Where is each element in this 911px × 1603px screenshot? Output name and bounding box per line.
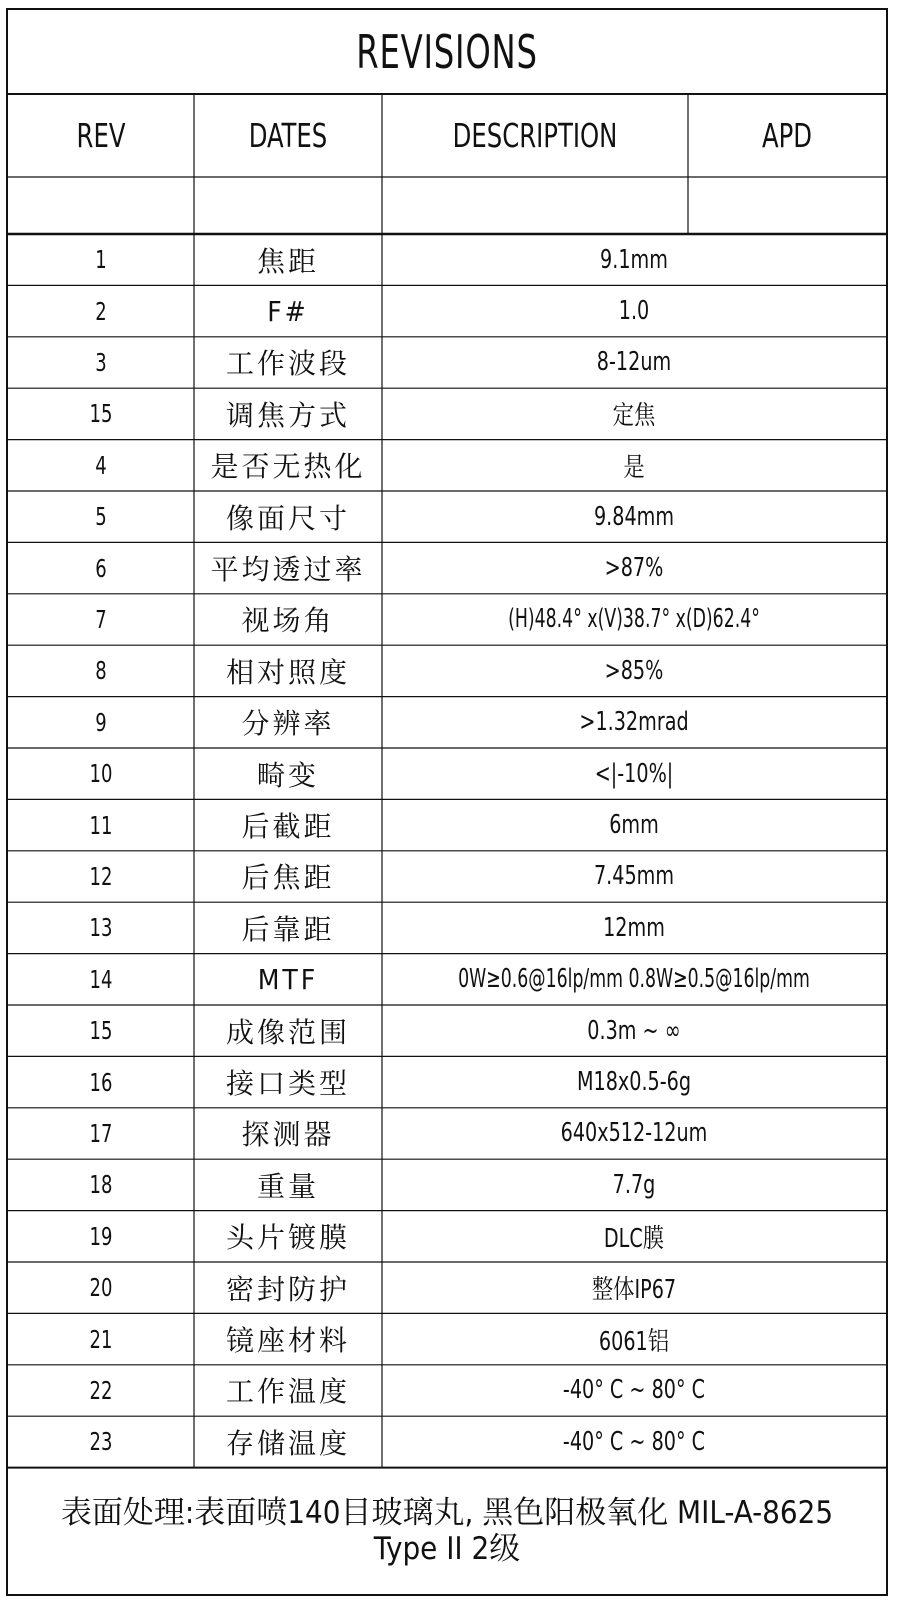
row-parameter: 分辨率 [241,707,335,741]
row-parameter: 后截距 [241,810,335,844]
row-value: 12mm [603,912,665,943]
row-number: 3 [95,347,107,377]
row-value: 8-12um [596,347,672,378]
row-number: 7 [95,604,107,634]
row-number: 5 [95,502,107,532]
note-line-2: Type II 2级 [373,1530,521,1567]
row-number: 14 [89,964,113,994]
row-parameter: 存储温度 [225,1426,350,1460]
row-value: >1.32mrad [579,707,689,738]
row-value: 定焦 [612,401,656,432]
row-number: 11 [89,810,113,840]
row-value: 是 [623,452,645,483]
row-value: -40° C ~ 80° C [562,1375,706,1406]
row-number: 23 [89,1427,113,1457]
row-parameter: 后焦距 [241,861,335,895]
row-parameter: MTF [257,962,319,996]
row-parameter: 重量 [256,1169,319,1203]
row-value: 6mm [609,810,659,841]
row-parameter: 头片镀膜 [225,1221,350,1255]
row-value: 640x512-12um [560,1118,708,1149]
row-value: 1.0 [618,296,650,327]
row-parameter: 成像范围 [225,1015,350,1049]
row-number: 15 [89,1016,113,1046]
row-value: (H)48.4° x(V)38.7° x(D)62.4° [508,604,760,635]
row-number: 9 [95,707,107,737]
row-value: 7.7g [612,1169,656,1200]
row-value: 7.45mm [593,861,675,892]
row-parameter: 调焦方式 [225,398,350,432]
table-title: REVISIONS [356,25,538,79]
row-value: 整体IP67 [591,1275,677,1306]
row-parameter: 后靠距 [241,912,335,946]
header-dates: DATES [248,116,328,155]
row-number: 6 [95,553,107,583]
row-value: 0.3m ~ ∞ [587,1015,681,1046]
row-parameter: 平均透过率 [210,553,366,587]
row-number: 4 [95,450,107,480]
row-value: 6061铝 [598,1326,670,1357]
row-number: 19 [89,1221,113,1251]
header-apd: APD [761,116,813,155]
row-number: 20 [89,1273,113,1303]
row-value: 0W≥0.6@16lp/mm 0.8W≥0.5@16lp/mm [458,964,810,995]
row-parameter: 焦距 [256,244,319,278]
row-number: 15 [89,399,113,429]
revisions-table [6,8,888,1596]
row-number: 17 [89,1118,113,1148]
row-value: >87% [604,553,664,584]
surface-treatment-note [8,1467,886,1594]
row-value: M18x0.5-6g [576,1067,692,1098]
row-parameter: 是否无热化 [210,450,366,484]
row-parameter: 镜座材料 [225,1324,350,1358]
row-number: 12 [89,861,113,891]
row-parameter: 像面尺寸 [225,501,350,535]
row-parameter: F# [267,294,309,328]
row-number: 10 [89,759,113,789]
row-number: 1 [95,245,107,275]
header-description: DESCRIPTION [452,116,618,155]
row-number: 13 [89,913,113,943]
row-number: 8 [95,656,107,686]
row-number: 2 [95,296,107,326]
note-line-1: 表面处理:表面喷140目玻璃丸, 黑色阳极氧化 MIL-A-8625 [60,1494,834,1531]
row-parameter: 密封防护 [225,1272,350,1306]
row-value: DLC膜 [603,1223,665,1254]
row-parameter: 接口类型 [225,1067,350,1101]
row-parameter: 畸变 [256,758,319,792]
row-parameter: 工作波段 [225,347,350,381]
row-parameter: 工作温度 [225,1375,350,1409]
row-value: 9.84mm [593,501,675,532]
row-value: >85% [604,655,664,686]
row-parameter: 视场角 [241,604,335,638]
row-number: 21 [89,1324,113,1354]
row-parameter: 探测器 [241,1118,335,1152]
row-parameter: 相对照度 [225,655,350,689]
row-number: 18 [89,1170,113,1200]
row-number: 22 [89,1375,113,1405]
row-value: 9.1mm [600,244,668,275]
header-rev: REV [76,116,126,155]
row-number: 16 [89,1067,113,1097]
row-value: -40° C ~ 80° C [562,1426,706,1457]
row-value: <|-10%| [594,758,674,789]
